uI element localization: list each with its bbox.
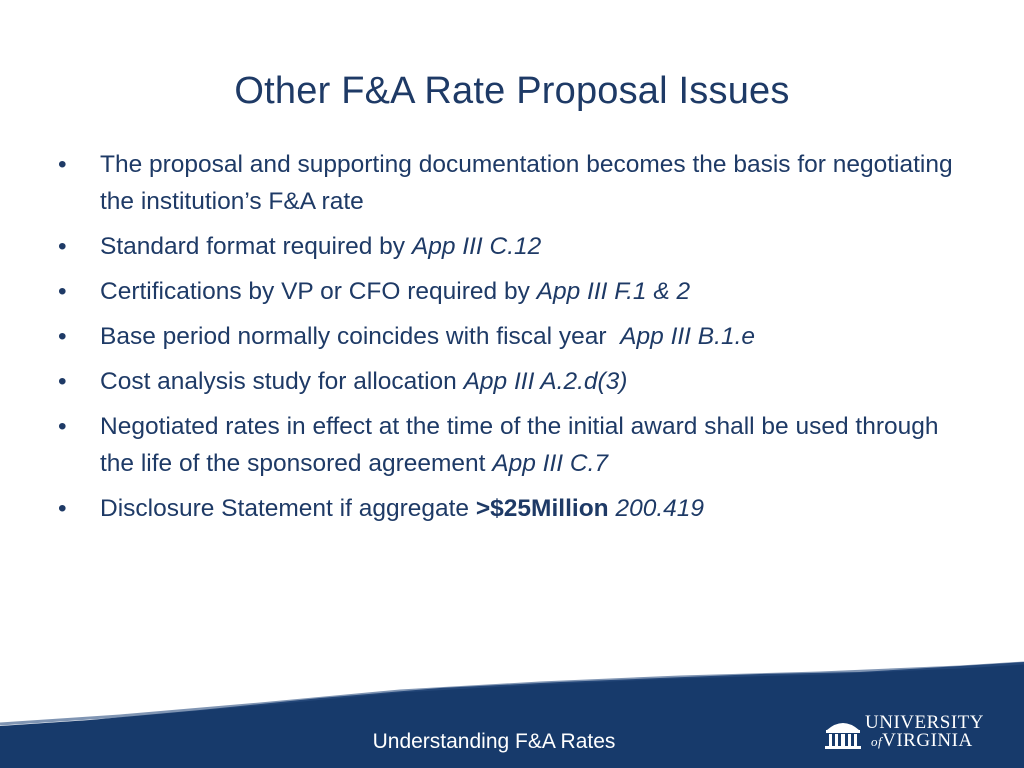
university-logo xyxy=(823,714,983,756)
bullet-reference: App III F.1 & 2 xyxy=(536,278,691,305)
bullet-emphasis: >$25Million xyxy=(475,495,609,522)
bullet-marker: • xyxy=(58,413,67,440)
bullet-text: Standard format required by xyxy=(100,233,412,260)
footer-text: Understanding F&A Rates xyxy=(372,730,616,753)
logo-of: of xyxy=(871,734,883,749)
bullet-text: Negotiated rates in effect at the time of the initial award shall be used through the life of the sponsored agreement xyxy=(100,413,939,477)
slide-title: Other F&A Rate Proposal Issues xyxy=(234,70,790,112)
bullet-item xyxy=(58,408,968,482)
bullet-marker: • xyxy=(58,495,67,522)
bullet-reference: App III C.12 xyxy=(411,233,542,260)
logo-virginia: VIRGINIA xyxy=(882,730,973,751)
bullet-item xyxy=(58,273,968,310)
rotunda-icon xyxy=(823,716,863,752)
logo-line-virginia xyxy=(865,732,984,751)
bullet-item xyxy=(58,490,968,527)
bullet-text: Certifications by VP or CFO required by xyxy=(100,278,537,305)
bullet-item xyxy=(58,318,968,355)
bullet-marker: • xyxy=(58,368,67,395)
bullet-text: The proposal and supporting documentation becomes the basis for negotiating the institution’s F&A rate xyxy=(100,151,953,215)
bullet-item xyxy=(58,146,968,220)
bullet-reference: 200.419 xyxy=(615,495,705,522)
logo-line-university: UNIVERSITY xyxy=(865,712,984,733)
bullet-text: Cost analysis study for allocation xyxy=(100,368,464,395)
bullet-item xyxy=(58,228,968,265)
bullet-reference: App III C.7 xyxy=(492,450,609,477)
bullet-text: Base period normally coincides with fiscal year xyxy=(100,323,621,350)
bullet-text: Disclosure Statement if aggregate xyxy=(100,495,476,522)
bullet-list xyxy=(58,146,968,535)
bullet-marker: • xyxy=(58,278,67,305)
bullet-item xyxy=(58,363,968,400)
bullet-reference: App III B.1.e xyxy=(620,323,756,350)
logo-wordmark xyxy=(865,714,984,751)
bullet-marker: • xyxy=(58,233,67,260)
bullet-marker: • xyxy=(58,323,67,350)
bullet-marker: • xyxy=(58,151,67,178)
bullet-reference: App III A.2.d(3) xyxy=(463,368,628,395)
